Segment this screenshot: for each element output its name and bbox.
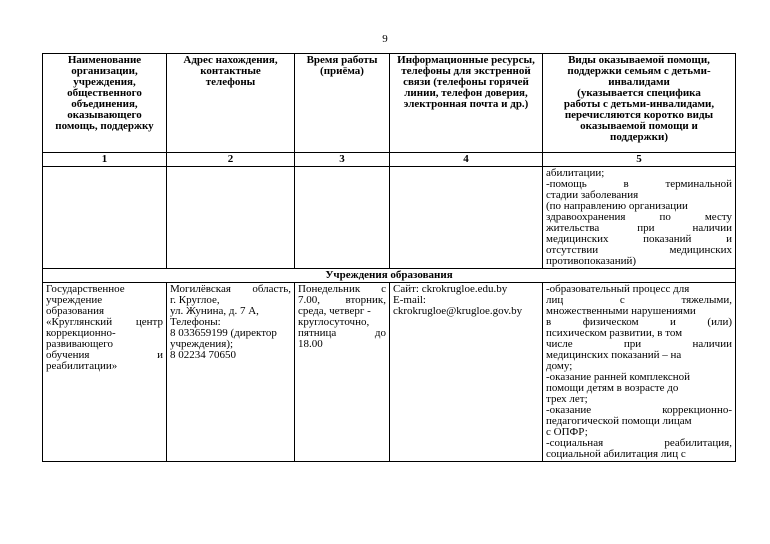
header-line: инвалидами: [608, 76, 670, 88]
header-col3: [295, 54, 390, 153]
word: с: [381, 283, 386, 295]
word: медицинских: [669, 244, 732, 256]
word: наличии: [692, 222, 732, 234]
word: пятница: [298, 327, 337, 339]
header-line: (приёма): [320, 65, 364, 77]
header-line: общественного: [67, 87, 142, 99]
header-line: работы с детьми-инвалидами,: [563, 98, 715, 110]
word: наличии: [692, 338, 732, 350]
header-line: помощь, поддержку: [55, 120, 154, 132]
text-line: противопоказаний): [546, 255, 637, 267]
text-line: медицинских показаний – на: [546, 349, 682, 361]
empty-cell: [295, 167, 390, 269]
email-label: E-mail:: [393, 294, 426, 306]
phone-line: 8 033659199 (директор: [170, 327, 277, 339]
header-line: перечисляются коротко виды: [564, 109, 714, 121]
text-line: множественными нарушениями: [546, 305, 696, 317]
text-line: реабилитации»: [46, 360, 118, 372]
empty-cell: [43, 167, 167, 269]
text-line: г. Круглое,: [170, 294, 220, 306]
header-line: контактные: [200, 65, 261, 77]
header-col5: [543, 54, 736, 153]
entry-row: [43, 283, 736, 462]
services-table: [42, 53, 736, 462]
text-line: круглосуточно,: [298, 316, 370, 328]
header-line: организации,: [71, 65, 138, 77]
header-line: оказываемой помощи и: [580, 120, 698, 132]
header-line: поддержки): [610, 131, 668, 143]
word: медицинских: [546, 233, 609, 245]
header-line: Виды оказываемой помощи,: [568, 54, 710, 66]
header-col1: [43, 54, 167, 153]
header-line: телефоны для экстренной: [401, 65, 531, 77]
word: терминальной: [665, 178, 732, 190]
section-title: Учреждения образования: [43, 269, 736, 283]
text-line: трех лет;: [546, 393, 588, 405]
text-line: учреждения);: [170, 338, 234, 350]
text-line: учреждение: [46, 294, 103, 306]
word: (или): [707, 316, 732, 328]
header-line: связи (телефоны горячей: [403, 76, 529, 88]
header-line: Время работы: [306, 54, 378, 66]
page-number: 9: [382, 33, 388, 45]
organization-name-cell: [43, 283, 167, 462]
word: -социальная: [546, 437, 604, 449]
header-line: телефоны: [205, 76, 256, 88]
hours-cell: [295, 283, 390, 462]
continuation-services-cell: [543, 167, 736, 269]
text-line: Телефоны:: [170, 316, 221, 328]
word: и: [670, 316, 676, 328]
text-line: 18.00: [298, 338, 323, 350]
text-line: коррекционно-: [46, 327, 116, 339]
phone-line: 8 02234 70650: [170, 349, 236, 361]
email-link[interactable]: ckrokrugloe@krugloe.gov.by: [393, 305, 523, 317]
text-line: стадии заболевания: [546, 189, 639, 201]
text-line: Государственное: [46, 283, 125, 295]
website-link[interactable]: Сайт: ckrokrugloe.edu.by: [393, 283, 508, 295]
word: 7.00,: [298, 294, 320, 306]
header-col2: [167, 54, 295, 153]
text-line: -образовательный процесс для: [546, 283, 690, 295]
header-line: Адрес нахождения,: [183, 54, 278, 66]
column-number: 1: [43, 153, 167, 167]
text-line: -оказание ранней комплексной: [546, 371, 691, 383]
header-line: (указывается специфика: [577, 87, 701, 99]
word: до: [374, 327, 386, 339]
header-line: оказывающего: [67, 109, 142, 121]
header-line: линии, телефон доверия,: [404, 87, 528, 99]
continuation-row: [43, 167, 736, 269]
word: -оказание: [546, 404, 592, 416]
text-line: с ОПФР;: [546, 426, 588, 438]
header-line: учреждения,: [73, 76, 136, 88]
text-line: ул. Жунина, д. 7 А,: [170, 305, 259, 317]
header-line: Наименование: [67, 54, 142, 66]
word: обучения: [46, 349, 90, 361]
word: Могилёвская: [170, 283, 231, 295]
word: в: [546, 316, 552, 328]
address-cell: [167, 283, 295, 462]
text-line: психическом развитии, в том: [546, 327, 683, 339]
text-line: педагогической помощи лицам: [546, 415, 692, 427]
word: Понедельник: [298, 283, 361, 295]
word: с: [619, 294, 625, 306]
header-line: поддержки семьям с детьми-: [567, 65, 711, 77]
header-line: электронная почта и др.): [403, 98, 529, 110]
text-line: (по направлению организации: [546, 200, 688, 212]
word: лиц: [546, 294, 564, 306]
column-number: 4: [390, 153, 543, 167]
word: и: [157, 349, 163, 361]
word: в: [623, 178, 629, 190]
word: вторник,: [345, 294, 386, 306]
column-number: 3: [295, 153, 390, 167]
header-line: Информационные ресурсы,: [397, 54, 535, 66]
word: и: [726, 233, 732, 245]
word: при: [623, 338, 642, 350]
word: месту: [704, 211, 732, 223]
column-number-row: [43, 153, 736, 167]
text-line: абилитации;: [546, 167, 605, 179]
text-line: социальной абилитация лиц с: [546, 448, 686, 460]
services-cell: [543, 283, 736, 462]
word: показаний: [643, 233, 692, 245]
word: область,: [252, 283, 291, 295]
word: здравоохранения: [546, 211, 626, 223]
word: жительства: [546, 222, 600, 234]
word: числе: [546, 338, 573, 350]
word: тяжелыми,: [681, 294, 732, 306]
word: коррекционно-: [662, 404, 732, 416]
text-line: дому;: [546, 360, 573, 372]
word: «Круглянский: [46, 316, 113, 328]
resources-cell: [390, 283, 543, 462]
text-line: развивающего: [46, 338, 114, 350]
header-line: объединения,: [71, 98, 138, 110]
text-line: помощи детям в возрасте до: [546, 382, 679, 394]
text-line: образования: [46, 305, 105, 317]
header-row: [43, 54, 736, 153]
word: отсутствии: [546, 244, 599, 256]
word: центр: [135, 316, 163, 328]
word: -помощь: [546, 178, 587, 190]
word: по: [659, 211, 671, 223]
header-col4: [390, 54, 543, 153]
empty-cell: [390, 167, 543, 269]
word: физическом: [582, 316, 639, 328]
word: при: [637, 222, 655, 234]
section-row: [43, 269, 736, 283]
word: реабилитация,: [664, 437, 732, 449]
column-number: 2: [167, 153, 295, 167]
column-number: 5: [543, 153, 736, 167]
empty-cell: [167, 167, 295, 269]
text-line: среда, четверг -: [298, 305, 371, 317]
